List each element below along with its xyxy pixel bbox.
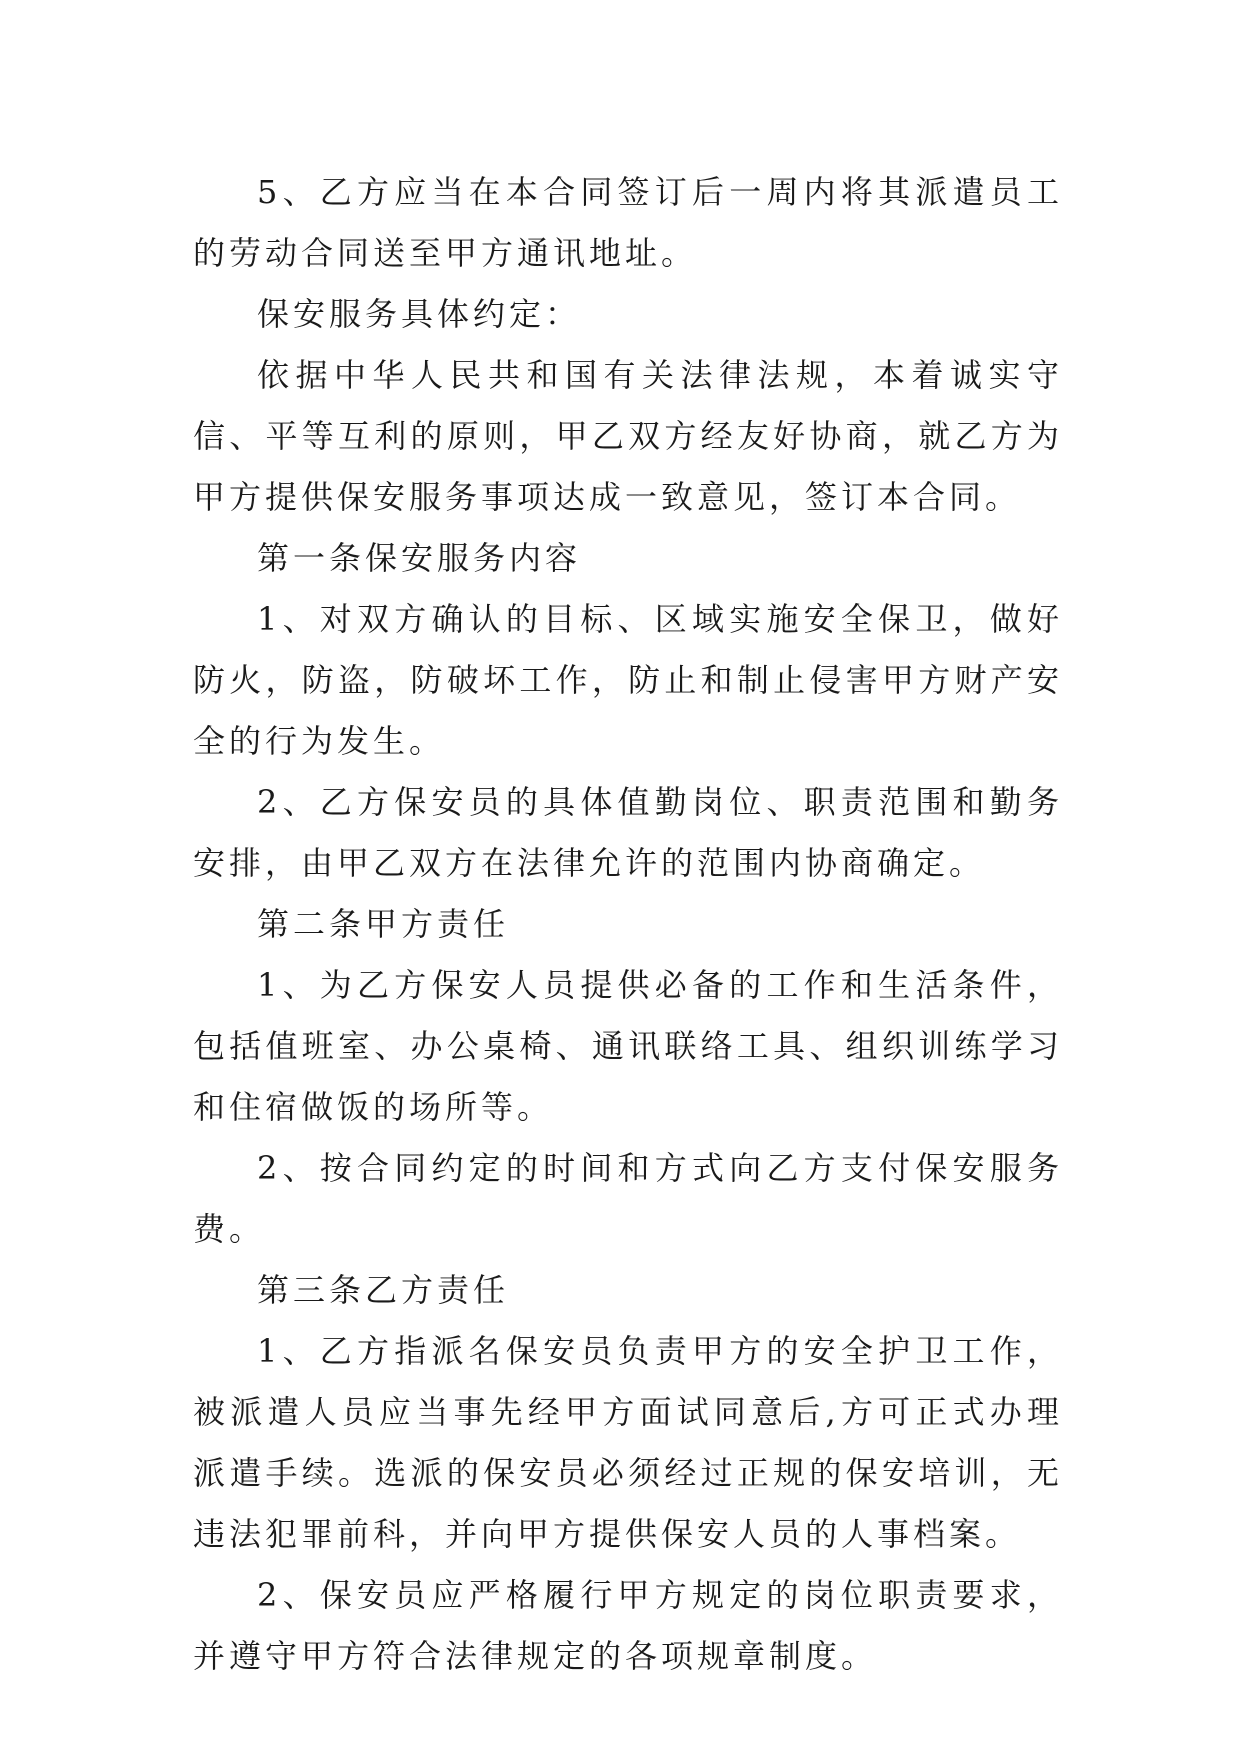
article-2-item-2: 2、按合同约定的时间和方式向乙方支付保安服务费。 (193, 1149, 1063, 1248)
paragraph-service-heading: 保安服务具体约定： (257, 295, 582, 333)
article-3-item-1: 1、乙方指派名保安员负责甲方的安全护卫工作，被派遣人员应当事先经甲方面试同意后,方可正式办理派遣手续。选派的保安员必须经过正规的保安培训，无违法犯罪前科，并向甲方提供保安人员的人事档案。 (193, 1332, 1063, 1553)
article-2-item-1: 1、为乙方保安人员提供必备的工作和生活条件，包括值班室、办公桌椅、通讯联络工具、组织训练学习和住宿做饭的场所等。 (193, 966, 1063, 1126)
article-2-heading: 第二条甲方责任 (257, 905, 510, 943)
article-1-item-2: 2、乙方保安员的具体值勤岗位、职责范围和勤务安排，由甲乙双方在法律允许的范围内协商确定。 (193, 783, 1063, 882)
article-3-heading: 第三条乙方责任 (257, 1271, 510, 1309)
paragraph-preamble: 依据中华人民共和国有关法律法规，本着诚实守信、平等互利的原则，甲乙双方经友好协商，就乙方为甲方提供保安服务事项达成一致意见，签订本合同。 (193, 356, 1063, 516)
article-3-item-2: 2、保安员应严格履行甲方规定的岗位职责要求，并遵守甲方符合法律规定的各项规章制度。 (193, 1576, 1063, 1675)
article-1-heading: 第一条保安服务内容 (257, 539, 582, 577)
document-body (193, 162, 1063, 1687)
paragraph-clause-5: 5、乙方应当在本合同签订后一周内将其派遣员工的劳动合同送至甲方通讯地址。 (193, 173, 1063, 272)
article-1-item-1: 1、对双方确认的目标、区域实施安全保卫，做好防火，防盗，防破坏工作，防止和制止侵害甲方财产安全的行为发生。 (193, 600, 1063, 760)
